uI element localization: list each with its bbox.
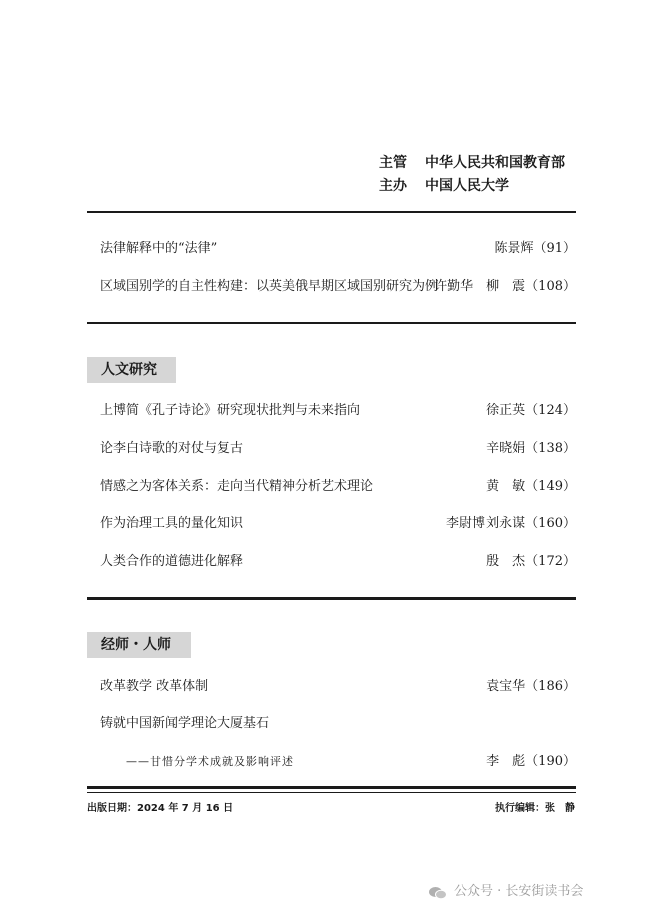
- toc-entry-subtitle[interactable]: [100, 751, 576, 773]
- toc-entry-title: 作为治理工具的量化知识: [100, 516, 244, 531]
- sponsor-role: 主管: [379, 155, 407, 171]
- sponsor-org: 中国人民大学: [425, 178, 509, 194]
- toc-entry-title: 铸就中国新闻学理论大厦基石: [100, 716, 270, 731]
- toc-entry[interactable]: [100, 513, 576, 535]
- toc-entry-title: 法律解释中的“法律”: [100, 241, 218, 256]
- sponsor-org: 中华人民共和国教育部: [425, 155, 565, 171]
- toc-entry-author: 刘永谋（160）: [486, 516, 576, 531]
- toc-entry[interactable]: [100, 476, 576, 498]
- sponsor-line-2: [0, 175, 663, 199]
- toc-entry[interactable]: [100, 400, 576, 422]
- toc-entry-author: 殷 杰（172）: [486, 554, 576, 569]
- toc-entry-subtitle-text: ——甘惜分学术成就及影响评述: [126, 755, 294, 768]
- toc-entry-title: 区域国别学的自主性构建：以英美俄早期区域国别研究为例: [100, 279, 439, 294]
- divider: [87, 211, 576, 213]
- toc-entry-author: 辛晓娟（138）: [486, 441, 576, 456]
- toc-entry-title: 论李白诗歌的对仗与复古: [100, 441, 244, 456]
- wechat-icon: [428, 885, 448, 899]
- toc-entry-author: 许勤华 柳 震（108）: [434, 279, 576, 294]
- watermark-text: 公众号 · 长安街读书会: [454, 884, 584, 899]
- toc-entry[interactable]: [100, 551, 576, 573]
- toc-entry-author: 袁宝华（186）: [486, 679, 576, 694]
- divider-thick: [87, 786, 576, 789]
- section-heading-mentors: 经师・人师: [87, 632, 191, 658]
- publication-date: 出版日期：2024 年 7 月 16 日: [87, 803, 234, 814]
- toc-entry-coauthor: 李尉博: [446, 516, 486, 531]
- divider-thin: [87, 792, 576, 793]
- toc-entry-title: 上博简《孔子诗论》研究现状批判与未来指向: [100, 403, 361, 418]
- toc-entry[interactable]: [100, 676, 576, 698]
- toc-entry[interactable]: [100, 713, 576, 735]
- toc-entry-title: 情感之为客体关系：走向当代精神分析艺术理论: [100, 479, 374, 494]
- toc-entry-author: 李 彪（190）: [486, 754, 576, 769]
- executive-editor: 执行编辑：张 静: [495, 803, 575, 814]
- toc-entry-author: 黄 敏（149）: [486, 479, 576, 494]
- toc-entry-author: 陈景辉（91）: [494, 241, 576, 256]
- toc-entry-title: 人类合作的道德进化解释: [100, 554, 244, 569]
- toc-entry[interactable]: [100, 238, 576, 260]
- divider: [87, 322, 576, 324]
- toc-entry[interactable]: [100, 276, 576, 298]
- divider: [87, 597, 576, 600]
- toc-entry-author: 徐正英（124）: [486, 403, 576, 418]
- section-heading-humanities: 人文研究: [87, 357, 176, 383]
- sponsor-role: 主办: [379, 178, 407, 194]
- toc-entry[interactable]: [100, 438, 576, 460]
- sponsor-line-1: [0, 152, 663, 176]
- toc-entry-title: 改革教学 改革体制: [100, 679, 209, 694]
- watermark: [428, 880, 658, 904]
